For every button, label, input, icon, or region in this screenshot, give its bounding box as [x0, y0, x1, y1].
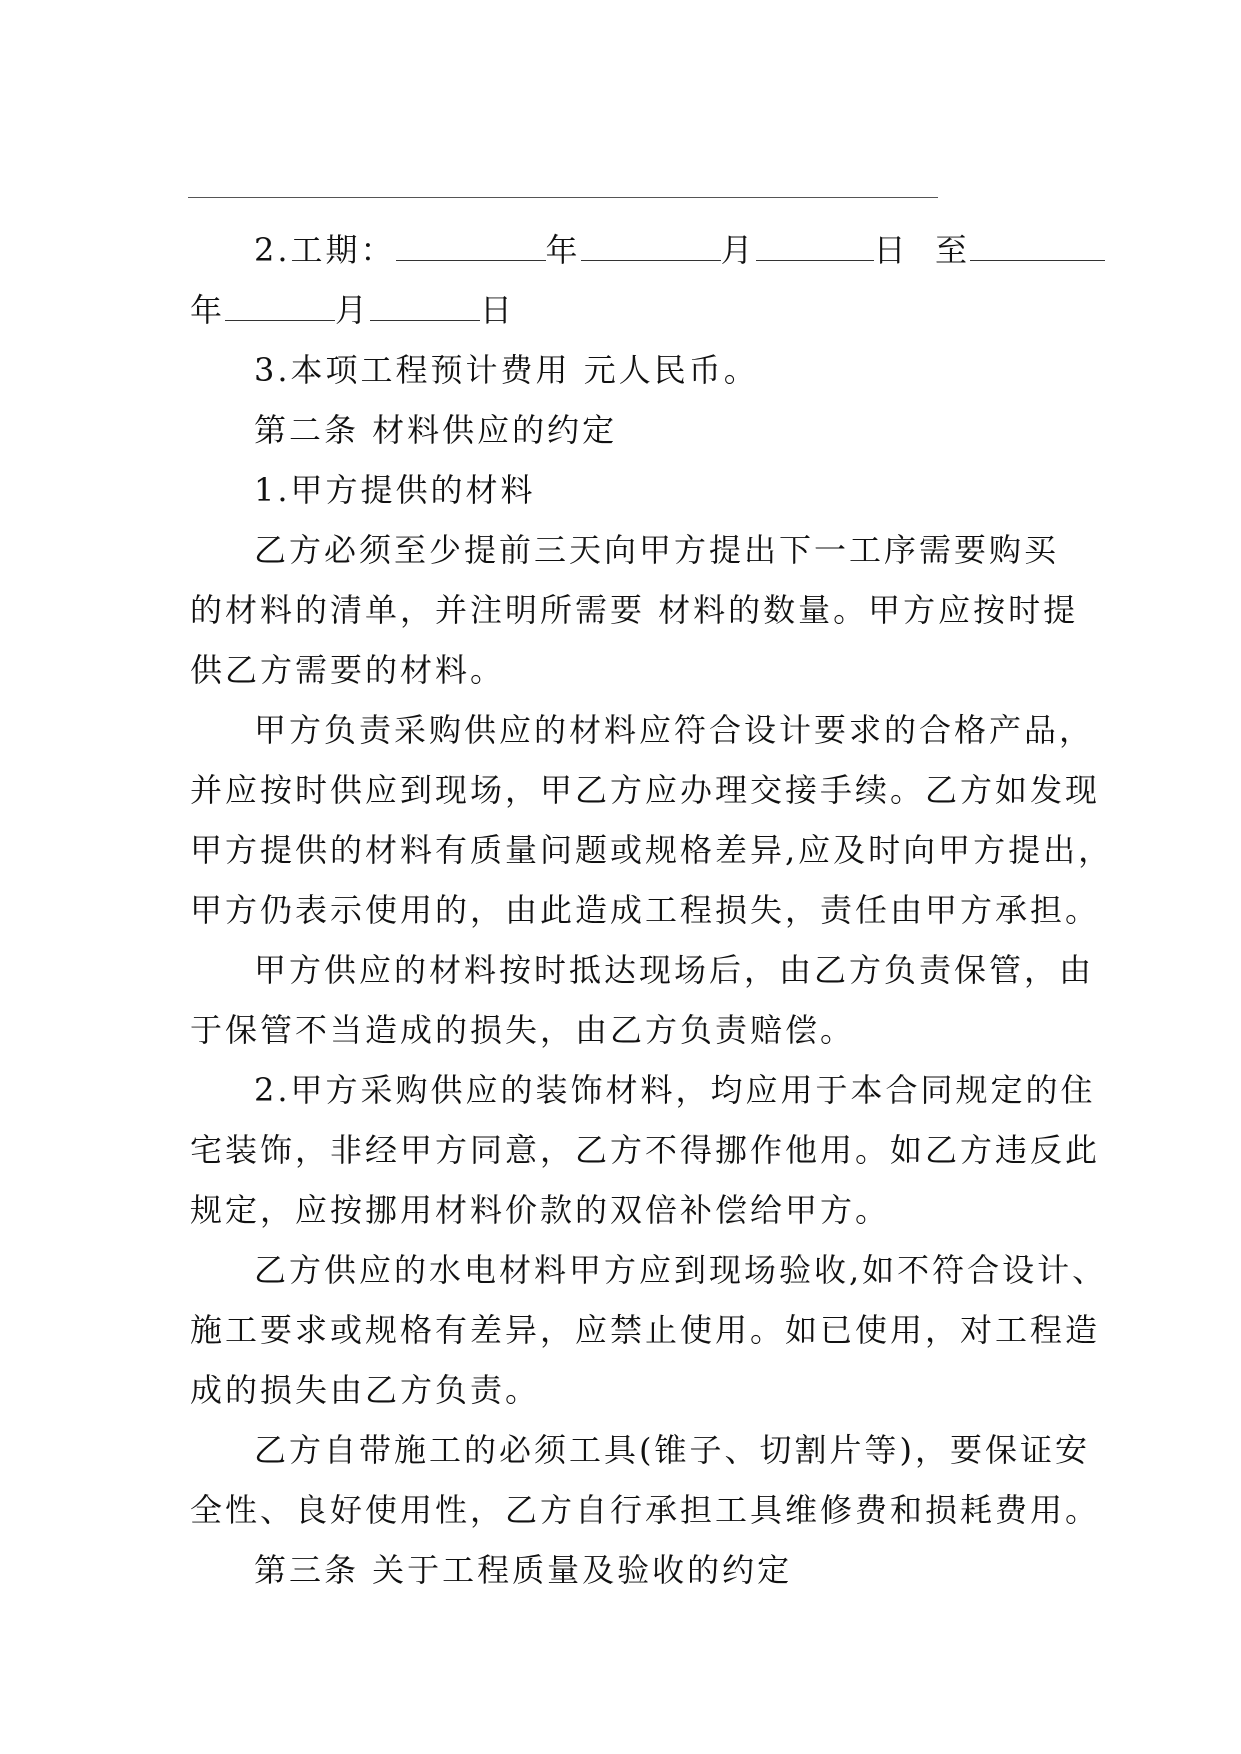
start-year-blank — [396, 230, 546, 261]
paragraph-line: 乙方必须至少提前三天向甲方提出下一工序需要购买 — [254, 531, 1060, 569]
month-label: 月 — [720, 231, 756, 269]
construction-period-line-2 — [190, 280, 1070, 340]
paragraph-line: 甲方提供的材料有质量问题或规格差异,应及时向甲方提出， — [190, 831, 1114, 869]
start-month-blank — [581, 230, 721, 261]
paragraph-line: 施工要求或规格有差异，应禁止使用。如已使用，对工程造 — [190, 1311, 1101, 1349]
day-label: 日 — [873, 231, 909, 269]
paragraph-line: 全性、良好使用性，乙方自行承担工具维修费和损耗费用。 — [190, 1491, 1101, 1529]
paragraph-line: 3.本项工程预计费用 元人民币。 — [254, 351, 759, 389]
end-month-blank — [225, 290, 335, 321]
year-label: 年 — [545, 231, 581, 269]
paragraph-line: 乙方自带施工的必须工具(锥子、切割片等)，要保证安 — [254, 1431, 1090, 1469]
paragraph-line: 甲方仍表示使用的，由此造成工程损失，责任由甲方承担。 — [190, 891, 1101, 929]
end-year-blank — [970, 230, 1105, 261]
paragraph-line: 宅装饰，非经甲方同意，乙方不得挪作他用。如乙方违反此 — [190, 1131, 1101, 1169]
period-label: 2.工期： — [254, 231, 396, 269]
end-day-label: 日 — [480, 291, 516, 329]
end-month-label: 月 — [335, 291, 371, 329]
end-year-label: 年 — [190, 291, 226, 329]
paragraph-line: 供乙方需要的材料。 — [190, 651, 506, 689]
end-day-blank — [370, 290, 480, 321]
paragraph-line: 并应按时供应到现场，甲乙方应办理交接手续。乙方如发现 — [190, 771, 1101, 809]
paragraph-line: 2.甲方采购供应的装饰材料，均应用于本合同规定的住 — [254, 1071, 1096, 1109]
section-heading-3: 第三条 关于工程质量及验收的约定 — [254, 1551, 793, 1589]
paragraph-line: 规定，应按挪用材料价款的双倍补偿给甲方。 — [190, 1191, 891, 1229]
paragraph-line: 甲方负责采购供应的材料应符合设计要求的合格产品， — [254, 711, 1095, 749]
subsection-heading: 1.甲方提供的材料 — [254, 471, 536, 509]
start-day-blank — [756, 230, 874, 261]
paragraph-line: 乙方供应的水电材料甲方应到现场验收,如不符合设计、 — [254, 1251, 1108, 1289]
top-blank-rule — [188, 197, 938, 198]
paragraph-line: 于保管不当造成的损失，由乙方负责赔偿。 — [190, 1011, 856, 1049]
paragraph-line: 成的损失由乙方负责。 — [190, 1371, 541, 1409]
construction-period-line-1 — [190, 220, 1070, 280]
section-heading-2: 第二条 材料供应的约定 — [254, 411, 618, 449]
paragraph-line: 的材料的清单，并注明所需要 材料的数量。甲方应按时提 — [190, 591, 1079, 629]
to-label: 至 — [934, 231, 970, 269]
paragraph-line: 甲方供应的材料按时抵达现场后，由乙方负责保管，由 — [254, 951, 1095, 989]
contract-body — [190, 220, 1114, 1600]
